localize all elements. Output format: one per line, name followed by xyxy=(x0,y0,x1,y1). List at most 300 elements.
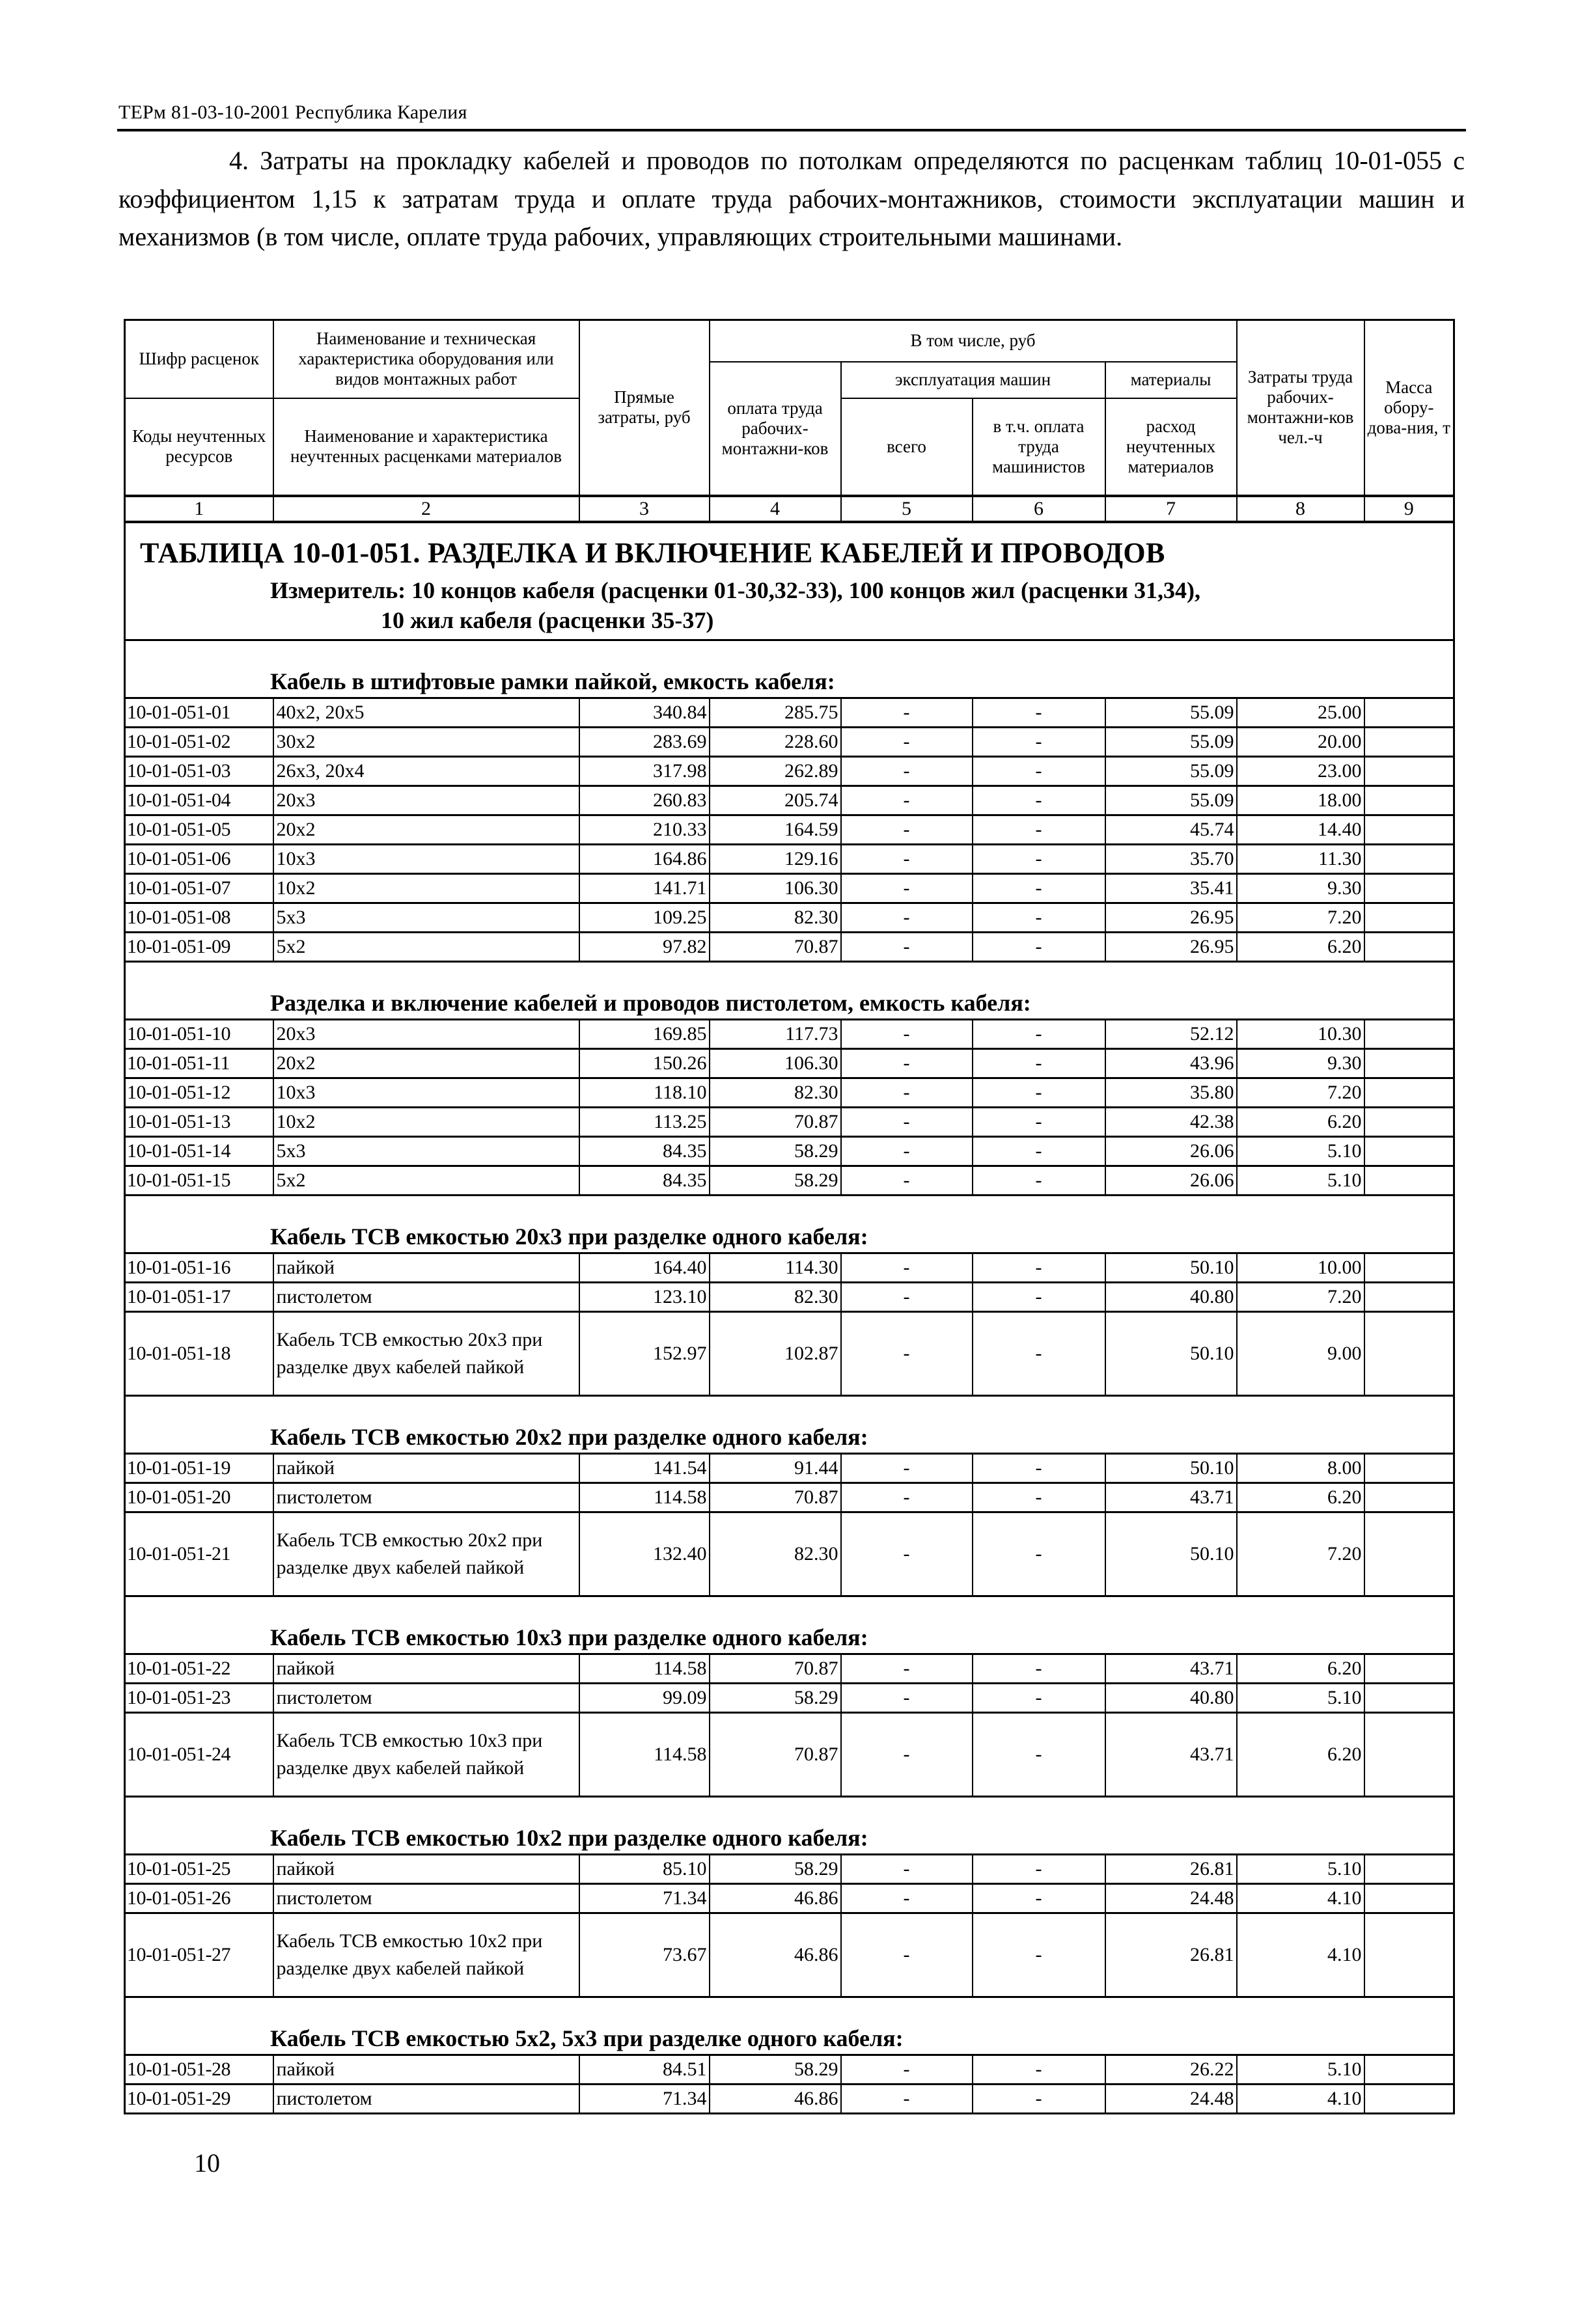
table-row xyxy=(125,1683,1454,1712)
direct-costs-cell: 84.35 xyxy=(579,1136,710,1166)
materials-cost-cell: 43.71 xyxy=(1105,1483,1237,1512)
machinists-pay-cell: - xyxy=(973,1311,1105,1395)
equipment-mass-cell xyxy=(1364,756,1454,786)
work-description-cell: пистолетом xyxy=(273,2084,579,2113)
measure-line-1: Измеритель: 10 концов кабеля (расценки 01-30,32-33), 100 концов жил (расценки 31,34), xyxy=(270,577,1200,603)
header-name-top: Наименование и техническая характеристика оборудования или видов монтажных работ xyxy=(273,320,579,398)
materials-cost-cell: 50.10 xyxy=(1105,1512,1237,1596)
table-row xyxy=(125,1253,1454,1282)
labor-hours-cell: 23.00 xyxy=(1237,756,1364,786)
machinists-pay-cell: - xyxy=(973,1107,1105,1136)
labor-hours-cell: 6.20 xyxy=(1237,1654,1364,1683)
direct-costs-cell: 114.58 xyxy=(579,1712,710,1796)
header-materials-group: материалы xyxy=(1105,362,1237,398)
labor-pay-cell: 82.30 xyxy=(710,903,841,932)
header-code-top: Шифр расценок xyxy=(125,320,273,398)
direct-costs-cell: 260.83 xyxy=(579,786,710,815)
machines-total-cell: - xyxy=(841,815,973,844)
header-labor-hours: Затраты труда рабочих-монтажни-ков чел.-ч xyxy=(1237,320,1364,496)
labor-hours-cell: 4.10 xyxy=(1237,2084,1364,2113)
labor-hours-cell: 9.30 xyxy=(1237,873,1364,903)
labor-pay-cell: 58.29 xyxy=(710,1166,841,1195)
labor-pay-cell: 58.29 xyxy=(710,1854,841,1883)
work-description-cell: 5x2 xyxy=(273,1166,579,1195)
equipment-mass-cell xyxy=(1364,1136,1454,1166)
labor-hours-cell: 10.30 xyxy=(1237,1019,1364,1048)
header-labor-pay: оплата труда рабочих-монтажни-ков xyxy=(710,362,841,496)
machines-total-cell: - xyxy=(841,1854,973,1883)
section-heading-row xyxy=(125,961,1454,1019)
labor-pay-cell: 285.75 xyxy=(710,698,841,727)
equipment-mass-cell xyxy=(1364,1854,1454,1883)
machinists-pay-cell: - xyxy=(973,1078,1105,1107)
materials-cost-cell: 26.22 xyxy=(1105,2055,1237,2084)
machinists-pay-cell: - xyxy=(973,873,1105,903)
table-row xyxy=(125,1712,1454,1796)
machines-total-cell: - xyxy=(841,1654,973,1683)
machinists-pay-cell: - xyxy=(973,2084,1105,2113)
machinists-pay-cell: - xyxy=(973,1136,1105,1166)
rate-code-cell: 10-01-051-16 xyxy=(125,1253,273,1282)
labor-pay-cell: 58.29 xyxy=(710,2055,841,2084)
section-heading: Кабель ТСВ емкостью 10x2 при разделке одного кабеля: xyxy=(125,1796,1454,1854)
equipment-mass-cell xyxy=(1364,903,1454,932)
labor-pay-cell: 228.60 xyxy=(710,727,841,756)
section-heading: Кабель ТСВ емкостью 10x3 при разделке одного кабеля: xyxy=(125,1596,1454,1654)
work-description-cell: 40x2, 20x5 xyxy=(273,698,579,727)
work-description-cell: пистолетом xyxy=(273,1683,579,1712)
materials-cost-cell: 40.80 xyxy=(1105,1683,1237,1712)
machinists-pay-cell: - xyxy=(973,815,1105,844)
column-number: 7 xyxy=(1105,496,1237,522)
table-row xyxy=(125,1282,1454,1311)
machinists-pay-cell: - xyxy=(973,1654,1105,1683)
work-description-cell: пайкой xyxy=(273,1453,579,1483)
labor-pay-cell: 70.87 xyxy=(710,932,841,961)
labor-pay-cell: 70.87 xyxy=(710,1483,841,1512)
machinists-pay-cell: - xyxy=(973,844,1105,873)
machines-total-cell: - xyxy=(841,1683,973,1712)
machines-total-cell: - xyxy=(841,1253,973,1282)
rate-code-cell: 10-01-051-15 xyxy=(125,1166,273,1195)
equipment-mass-cell xyxy=(1364,1883,1454,1913)
rate-code-cell: 10-01-051-05 xyxy=(125,815,273,844)
materials-cost-cell: 45.74 xyxy=(1105,815,1237,844)
table-row xyxy=(125,873,1454,903)
table-row xyxy=(125,844,1454,873)
rate-code-cell: 10-01-051-22 xyxy=(125,1654,273,1683)
labor-hours-cell: 6.20 xyxy=(1237,932,1364,961)
direct-costs-cell: 114.58 xyxy=(579,1654,710,1683)
work-description-cell: 10x3 xyxy=(273,844,579,873)
equipment-mass-cell xyxy=(1364,873,1454,903)
labor-pay-cell: 91.44 xyxy=(710,1453,841,1483)
labor-hours-cell: 7.20 xyxy=(1237,903,1364,932)
machinists-pay-cell: - xyxy=(973,932,1105,961)
table-title: ТАБЛИЦА 10-01-051. РАЗДЕЛКА И ВКЛЮЧЕНИЕ КАБЕЛЕЙ И ПРОВОДОВ xyxy=(140,536,1165,569)
work-description-cell: 26x3, 20x4 xyxy=(273,756,579,786)
section-heading-row xyxy=(125,1997,1454,2055)
measure-line-2: 10 жил кабеля (расценки 35-37) xyxy=(381,607,714,633)
section-heading-row xyxy=(125,1596,1454,1654)
section-heading: Кабель ТСВ емкостью 20x3 при разделке одного кабеля: xyxy=(125,1195,1454,1253)
labor-hours-cell: 5.10 xyxy=(1237,1854,1364,1883)
labor-hours-cell: 10.00 xyxy=(1237,1253,1364,1282)
materials-cost-cell: 35.41 xyxy=(1105,873,1237,903)
labor-pay-cell: 46.86 xyxy=(710,2084,841,2113)
table-row xyxy=(125,1483,1454,1512)
direct-costs-cell: 109.25 xyxy=(579,903,710,932)
machines-total-cell: - xyxy=(841,727,973,756)
table-row xyxy=(125,1019,1454,1048)
work-description-cell: 20x2 xyxy=(273,1048,579,1078)
rate-code-cell: 10-01-051-09 xyxy=(125,932,273,961)
rates-table xyxy=(124,319,1455,2114)
work-description-cell: 5x2 xyxy=(273,932,579,961)
work-description-cell: пайкой xyxy=(273,1253,579,1282)
rate-code-cell: 10-01-051-14 xyxy=(125,1136,273,1166)
direct-costs-cell: 84.51 xyxy=(579,2055,710,2084)
rate-code-cell: 10-01-051-23 xyxy=(125,1683,273,1712)
table-row xyxy=(125,1854,1454,1883)
header-rule xyxy=(117,129,1466,131)
machinists-pay-cell: - xyxy=(973,756,1105,786)
direct-costs-cell: 97.82 xyxy=(579,932,710,961)
machines-total-cell: - xyxy=(841,1136,973,1166)
equipment-mass-cell xyxy=(1364,727,1454,756)
materials-cost-cell: 55.09 xyxy=(1105,756,1237,786)
equipment-mass-cell xyxy=(1364,1107,1454,1136)
materials-cost-cell: 26.06 xyxy=(1105,1136,1237,1166)
machinists-pay-cell: - xyxy=(973,1282,1105,1311)
materials-cost-cell: 26.81 xyxy=(1105,1913,1237,1997)
labor-pay-cell: 46.86 xyxy=(710,1883,841,1913)
direct-costs-cell: 114.58 xyxy=(579,1483,710,1512)
header-unaccounted-materials: расход неучтенных материалов xyxy=(1105,398,1237,496)
labor-hours-cell: 7.20 xyxy=(1237,1078,1364,1107)
equipment-mass-cell xyxy=(1364,786,1454,815)
materials-cost-cell: 26.06 xyxy=(1105,1166,1237,1195)
header-machines-total: всего xyxy=(841,398,973,496)
machinists-pay-cell: - xyxy=(973,698,1105,727)
table-header xyxy=(125,320,1454,522)
work-description-cell: 10x3 xyxy=(273,1078,579,1107)
labor-pay-cell: 262.89 xyxy=(710,756,841,786)
labor-hours-cell: 6.20 xyxy=(1237,1712,1364,1796)
rate-code-cell: 10-01-051-21 xyxy=(125,1512,273,1596)
labor-pay-cell: 106.30 xyxy=(710,873,841,903)
machines-total-cell: - xyxy=(841,698,973,727)
direct-costs-cell: 118.10 xyxy=(579,1078,710,1107)
table-row xyxy=(125,1883,1454,1913)
direct-costs-cell: 99.09 xyxy=(579,1683,710,1712)
equipment-mass-cell xyxy=(1364,698,1454,727)
rate-code-cell: 10-01-051-20 xyxy=(125,1483,273,1512)
rate-code-cell: 10-01-051-18 xyxy=(125,1311,273,1395)
work-description-cell: пайкой xyxy=(273,1654,579,1683)
machines-total-cell: - xyxy=(841,1107,973,1136)
work-description-cell: пистолетом xyxy=(273,1883,579,1913)
labor-hours-cell: 4.10 xyxy=(1237,1913,1364,1997)
direct-costs-cell: 317.98 xyxy=(579,756,710,786)
table-row xyxy=(125,786,1454,815)
materials-cost-cell: 43.71 xyxy=(1105,1654,1237,1683)
materials-cost-cell: 43.71 xyxy=(1105,1712,1237,1796)
machines-total-cell: - xyxy=(841,1282,973,1311)
direct-costs-cell: 210.33 xyxy=(579,815,710,844)
labor-hours-cell: 18.00 xyxy=(1237,786,1364,815)
work-description-cell: пайкой xyxy=(273,1854,579,1883)
header-name-bottom: Наименование и характеристика неучтенных расценками материалов xyxy=(273,398,579,496)
header-code-bottom: Коды неучтенных ресурсов xyxy=(125,398,273,496)
machines-total-cell: - xyxy=(841,2084,973,2113)
table-row xyxy=(125,1913,1454,1997)
column-number: 6 xyxy=(973,496,1105,522)
machinists-pay-cell: - xyxy=(973,1166,1105,1195)
equipment-mass-cell xyxy=(1364,1048,1454,1078)
labor-pay-cell: 106.30 xyxy=(710,1048,841,1078)
machines-total-cell: - xyxy=(841,1311,973,1395)
machinists-pay-cell: - xyxy=(973,1883,1105,1913)
header-direct-costs: Прямые затраты, руб xyxy=(579,320,710,496)
machinists-pay-cell: - xyxy=(973,2055,1105,2084)
materials-cost-cell: 43.96 xyxy=(1105,1048,1237,1078)
machines-total-cell: - xyxy=(841,1913,973,1997)
labor-pay-cell: 58.29 xyxy=(710,1683,841,1712)
rate-code-cell: 10-01-051-08 xyxy=(125,903,273,932)
section-heading: Разделка и включение кабелей и проводов пистолетом, емкость кабеля: xyxy=(125,961,1454,1019)
labor-hours-cell: 5.10 xyxy=(1237,2055,1364,2084)
table-row xyxy=(125,1107,1454,1136)
direct-costs-cell: 164.86 xyxy=(579,844,710,873)
labor-pay-cell: 117.73 xyxy=(710,1019,841,1048)
labor-hours-cell: 7.20 xyxy=(1237,1512,1364,1596)
labor-pay-cell: 82.30 xyxy=(710,1282,841,1311)
labor-hours-cell: 9.00 xyxy=(1237,1311,1364,1395)
equipment-mass-cell xyxy=(1364,1512,1454,1596)
direct-costs-cell: 132.40 xyxy=(579,1512,710,1596)
equipment-mass-cell xyxy=(1364,1712,1454,1796)
direct-costs-cell: 85.10 xyxy=(579,1854,710,1883)
direct-costs-cell: 71.34 xyxy=(579,2084,710,2113)
table-row xyxy=(125,1136,1454,1166)
table-body xyxy=(125,522,1454,2114)
materials-cost-cell: 55.09 xyxy=(1105,698,1237,727)
direct-costs-cell: 164.40 xyxy=(579,1253,710,1282)
table-row xyxy=(125,2055,1454,2084)
materials-cost-cell: 24.48 xyxy=(1105,2084,1237,2113)
rate-code-cell: 10-01-051-24 xyxy=(125,1712,273,1796)
materials-cost-cell: 50.10 xyxy=(1105,1311,1237,1395)
equipment-mass-cell xyxy=(1364,1078,1454,1107)
table-row xyxy=(125,1453,1454,1483)
column-number: 3 xyxy=(579,496,710,522)
direct-costs-cell: 141.54 xyxy=(579,1453,710,1483)
materials-cost-cell: 24.48 xyxy=(1105,1883,1237,1913)
rate-code-cell: 10-01-051-17 xyxy=(125,1282,273,1311)
machinists-pay-cell: - xyxy=(973,1483,1105,1512)
rate-code-cell: 10-01-051-25 xyxy=(125,1854,273,1883)
materials-cost-cell: 55.09 xyxy=(1105,786,1237,815)
machinists-pay-cell: - xyxy=(973,1019,1105,1048)
labor-pay-cell: 205.74 xyxy=(710,786,841,815)
machines-total-cell: - xyxy=(841,756,973,786)
work-description-cell: 10x2 xyxy=(273,1107,579,1136)
equipment-mass-cell xyxy=(1364,1453,1454,1483)
materials-cost-cell: 26.95 xyxy=(1105,903,1237,932)
equipment-mass-cell xyxy=(1364,1913,1454,1997)
direct-costs-cell: 340.84 xyxy=(579,698,710,727)
table-row xyxy=(125,1654,1454,1683)
direct-costs-cell: 84.35 xyxy=(579,1166,710,1195)
direct-costs-cell: 73.67 xyxy=(579,1913,710,1997)
header-machinists-pay: в т.ч. оплата труда машинистов xyxy=(973,398,1105,496)
machines-total-cell: - xyxy=(841,1019,973,1048)
work-description-cell: 5x3 xyxy=(273,1136,579,1166)
labor-pay-cell: 129.16 xyxy=(710,844,841,873)
table-row xyxy=(125,727,1454,756)
work-description-cell: Кабель ТСВ емкостью 20x3 при разделке двух кабелей пайкой xyxy=(273,1311,579,1395)
machinists-pay-cell: - xyxy=(973,903,1105,932)
machines-total-cell: - xyxy=(841,844,973,873)
labor-hours-cell: 6.20 xyxy=(1237,1483,1364,1512)
labor-hours-cell: 8.00 xyxy=(1237,1453,1364,1483)
labor-hours-cell: 5.10 xyxy=(1237,1136,1364,1166)
machines-total-cell: - xyxy=(841,873,973,903)
rate-code-cell: 10-01-051-27 xyxy=(125,1913,273,1997)
direct-costs-cell: 141.71 xyxy=(579,873,710,903)
labor-hours-cell: 20.00 xyxy=(1237,727,1364,756)
column-number: 2 xyxy=(273,496,579,522)
table-title-row xyxy=(125,522,1454,640)
machinists-pay-cell: - xyxy=(973,1683,1105,1712)
machines-total-cell: - xyxy=(841,1712,973,1796)
machinists-pay-cell: - xyxy=(973,1712,1105,1796)
column-number: 8 xyxy=(1237,496,1364,522)
labor-hours-cell: 5.10 xyxy=(1237,1166,1364,1195)
column-number: 4 xyxy=(710,496,841,522)
section-heading: Кабель ТСВ емкостью 20x2 при разделке одного кабеля: xyxy=(125,1395,1454,1453)
rate-code-cell: 10-01-051-03 xyxy=(125,756,273,786)
section-heading-row xyxy=(125,640,1454,698)
machines-total-cell: - xyxy=(841,1512,973,1596)
labor-pay-cell: 70.87 xyxy=(710,1654,841,1683)
work-description-cell: Кабель ТСВ емкостью 20x2 при разделке двух кабелей пайкой xyxy=(273,1512,579,1596)
table-row xyxy=(125,815,1454,844)
rate-code-cell: 10-01-051-01 xyxy=(125,698,273,727)
work-description-cell: 20x2 xyxy=(273,815,579,844)
table-row xyxy=(125,1311,1454,1395)
column-number: 5 xyxy=(841,496,973,522)
machinists-pay-cell: - xyxy=(973,1913,1105,1997)
rate-code-cell: 10-01-051-26 xyxy=(125,1883,273,1913)
table-row xyxy=(125,1048,1454,1078)
equipment-mass-cell xyxy=(1364,2084,1454,2113)
table-row xyxy=(125,932,1454,961)
labor-hours-cell: 25.00 xyxy=(1237,698,1364,727)
table-row xyxy=(125,1512,1454,1596)
equipment-mass-cell xyxy=(1364,1311,1454,1395)
work-description-cell: 20x3 xyxy=(273,786,579,815)
labor-pay-cell: 70.87 xyxy=(710,1107,841,1136)
machines-total-cell: - xyxy=(841,1883,973,1913)
work-description-cell: 30x2 xyxy=(273,727,579,756)
header-including-group: В том числе, руб xyxy=(710,320,1237,362)
rate-code-cell: 10-01-051-12 xyxy=(125,1078,273,1107)
rate-code-cell: 10-01-051-02 xyxy=(125,727,273,756)
column-number: 1 xyxy=(125,496,273,522)
labor-hours-cell: 5.10 xyxy=(1237,1683,1364,1712)
materials-cost-cell: 42.38 xyxy=(1105,1107,1237,1136)
materials-cost-cell: 26.95 xyxy=(1105,932,1237,961)
labor-hours-cell: 11.30 xyxy=(1237,844,1364,873)
rate-code-cell: 10-01-051-13 xyxy=(125,1107,273,1136)
labor-hours-cell: 4.10 xyxy=(1237,1883,1364,1913)
running-head: ТЕРм 81-03-10-2001 Республика Карелия xyxy=(118,102,467,123)
direct-costs-cell: 113.25 xyxy=(579,1107,710,1136)
table-row xyxy=(125,1166,1454,1195)
labor-pay-cell: 114.30 xyxy=(710,1253,841,1282)
materials-cost-cell: 26.81 xyxy=(1105,1854,1237,1883)
measure-unit xyxy=(126,571,1453,639)
equipment-mass-cell xyxy=(1364,1019,1454,1048)
note-paragraph: 4. Затраты на прокладку кабелей и проводов по потолкам определяются по расценкам таблиц 10-01-055 с коэффициентом 1,15 к затратам труда и оплате труда рабочих-монтажников, стоимости эксплуатации машин и механизмов (в том числе, оплате труда рабочих, управляющих строительными машинами. xyxy=(118,146,1465,251)
table-row xyxy=(125,903,1454,932)
equipment-mass-cell xyxy=(1364,1253,1454,1282)
equipment-mass-cell xyxy=(1364,1654,1454,1683)
labor-hours-cell: 7.20 xyxy=(1237,1282,1364,1311)
materials-cost-cell: 35.70 xyxy=(1105,844,1237,873)
equipment-mass-cell xyxy=(1364,2055,1454,2084)
labor-pay-cell: 102.87 xyxy=(710,1311,841,1395)
section-heading: Кабель в штифтовые рамки пайкой, емкость кабеля: xyxy=(125,640,1454,698)
section-heading: Кабель ТСВ емкостью 5x2, 5x3 при разделке одного кабеля: xyxy=(125,1997,1454,2055)
machines-total-cell: - xyxy=(841,1048,973,1078)
materials-cost-cell: 50.10 xyxy=(1105,1253,1237,1282)
rate-code-cell: 10-01-051-11 xyxy=(125,1048,273,1078)
equipment-mass-cell xyxy=(1364,815,1454,844)
machines-total-cell: - xyxy=(841,1483,973,1512)
materials-cost-cell: 35.80 xyxy=(1105,1078,1237,1107)
labor-pay-cell: 70.87 xyxy=(710,1712,841,1796)
work-description-cell: 10x2 xyxy=(273,873,579,903)
work-description-cell: пистолетом xyxy=(273,1282,579,1311)
materials-cost-cell: 52.12 xyxy=(1105,1019,1237,1048)
header-machines-group: эксплуатация машин xyxy=(841,362,1105,398)
section-heading-row xyxy=(125,1195,1454,1253)
direct-costs-cell: 123.10 xyxy=(579,1282,710,1311)
rate-code-cell: 10-01-051-07 xyxy=(125,873,273,903)
machinists-pay-cell: - xyxy=(973,1512,1105,1596)
labor-pay-cell: 164.59 xyxy=(710,815,841,844)
work-description-cell: Кабель ТСВ емкостью 10x3 при разделке двух кабелей пайкой xyxy=(273,1712,579,1796)
rate-code-cell: 10-01-051-19 xyxy=(125,1453,273,1483)
rate-code-cell: 10-01-051-29 xyxy=(125,2084,273,2113)
machines-total-cell: - xyxy=(841,1166,973,1195)
section-heading-row xyxy=(125,1796,1454,1854)
labor-pay-cell: 82.30 xyxy=(710,1512,841,1596)
labor-pay-cell: 82.30 xyxy=(710,1078,841,1107)
equipment-mass-cell xyxy=(1364,1282,1454,1311)
machinists-pay-cell: - xyxy=(973,727,1105,756)
work-description-cell: 20x3 xyxy=(273,1019,579,1048)
materials-cost-cell: 55.09 xyxy=(1105,727,1237,756)
header-equipment-mass: Масса обору-дова-ния, т xyxy=(1364,320,1454,496)
direct-costs-cell: 71.34 xyxy=(579,1883,710,1913)
section-heading-row xyxy=(125,1395,1454,1453)
labor-pay-cell: 46.86 xyxy=(710,1913,841,1997)
equipment-mass-cell xyxy=(1364,1683,1454,1712)
